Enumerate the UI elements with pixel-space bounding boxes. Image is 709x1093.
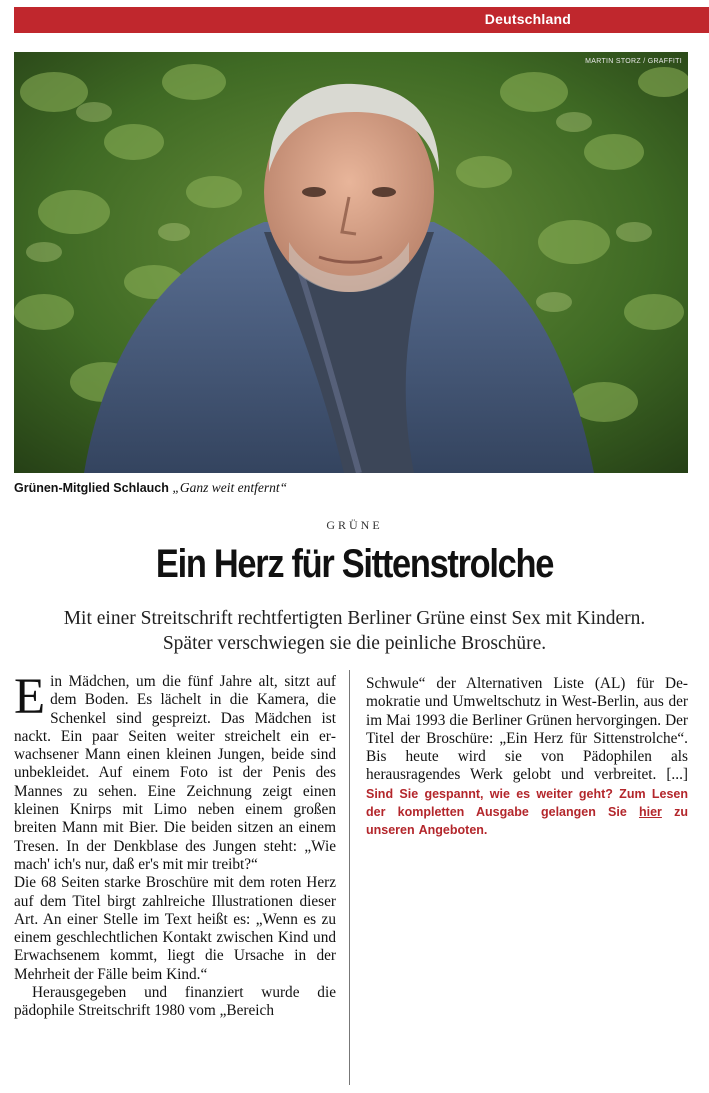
section-bar — [14, 7, 709, 33]
column-divider — [349, 670, 350, 1085]
dek — [20, 606, 689, 656]
paragraph-3: Herausgegeben und finanziert wurde die pädophile Streitschrift 1980 vom „Bereich — [14, 984, 336, 1020]
dek-line-2: Später verschwiegen sie die peinliche Broschüre. — [162, 633, 547, 654]
caption-subject: Grünen-Mitglied Schlauch — [14, 481, 169, 495]
dek-line-1: Mit einer Streitschrift rechtfertigten Berliner Grüne einst Sex mit Kindern. — [63, 608, 646, 629]
photo-caption — [14, 480, 287, 496]
article-column-right — [366, 675, 688, 840]
section-label: Deutschland — [484, 11, 571, 27]
portrait-image — [14, 52, 688, 473]
headline: Ein Herz für Sittenstrolche — [155, 542, 554, 586]
subscribe-promo — [366, 787, 688, 838]
article-column-left — [14, 669, 336, 1021]
photo-credit: MARTIN STORZ / GRAFFITI — [585, 58, 682, 65]
promo-text-end: zu unseren Angeboten. — [366, 805, 688, 838]
paragraph-2: Die 68 Seiten starke Broschüre mit dem roten Herz auf dem Titel birgt zahlreiche Illustrationen dieser Art. An einer Stelle im Text heißt es: „Wenn es zu einem geschlechtlichen Kontakt zwischen Kind und Erwachsenem kommt, liegt die Ursache in der Mehrheit der Fälle beim Kind.“ — [14, 874, 336, 983]
article-photo — [14, 52, 688, 473]
kicker: GRÜNE — [326, 518, 383, 532]
paragraph-4 — [366, 675, 688, 840]
promo-text: Sind Sie gespannt, wie es weiter geht? Zum Lesen der kompletten Ausgabe gelangen Sie — [366, 786, 688, 820]
paragraph-1-text: in Mädchen, um die fünf Jahre alt, sitzt auf dem Boden. Es lächelt in die Kamera, die Schenkel sind gespreizt. Das Mädchen ist nackt. Ein paar Seiten weiter streichelt ein erwachsener Mann einen kleinen Jungen, beide sind unbekleidet. Auf einem Foto ist der Penis des Mannes zu sehen. Eine Zeichnung zeigt einen kleinen Knirps mit Limo neben einem großen breiten Mann mit Bier. Die beiden sitzen an einem Tresen. In der Denkblase des Jungen steht: „Wie mach' ich's nur, daß er's mit mir treibt?“ — [14, 673, 336, 873]
promo-link[interactable]: hier — [638, 805, 662, 820]
drop-cap: E — [14, 669, 46, 725]
paragraph-1 — [14, 669, 336, 874]
caption-quote: „Ganz weit entfernt“ — [172, 480, 288, 495]
paragraph-4-text: Schwule“ der Alternativen Liste (AL) für Demokratie und Umweltschutz in West-Berlin, aus der im Mai 1993 die Berliner Grünen hervorgingen. Der Titel der Broschüre: „Ein Herz für Sittenstrolche“. Bis heute wird sie von Pädophilen als herausragendes Werk gelobt und verbreitet. [...] — [366, 675, 688, 784]
